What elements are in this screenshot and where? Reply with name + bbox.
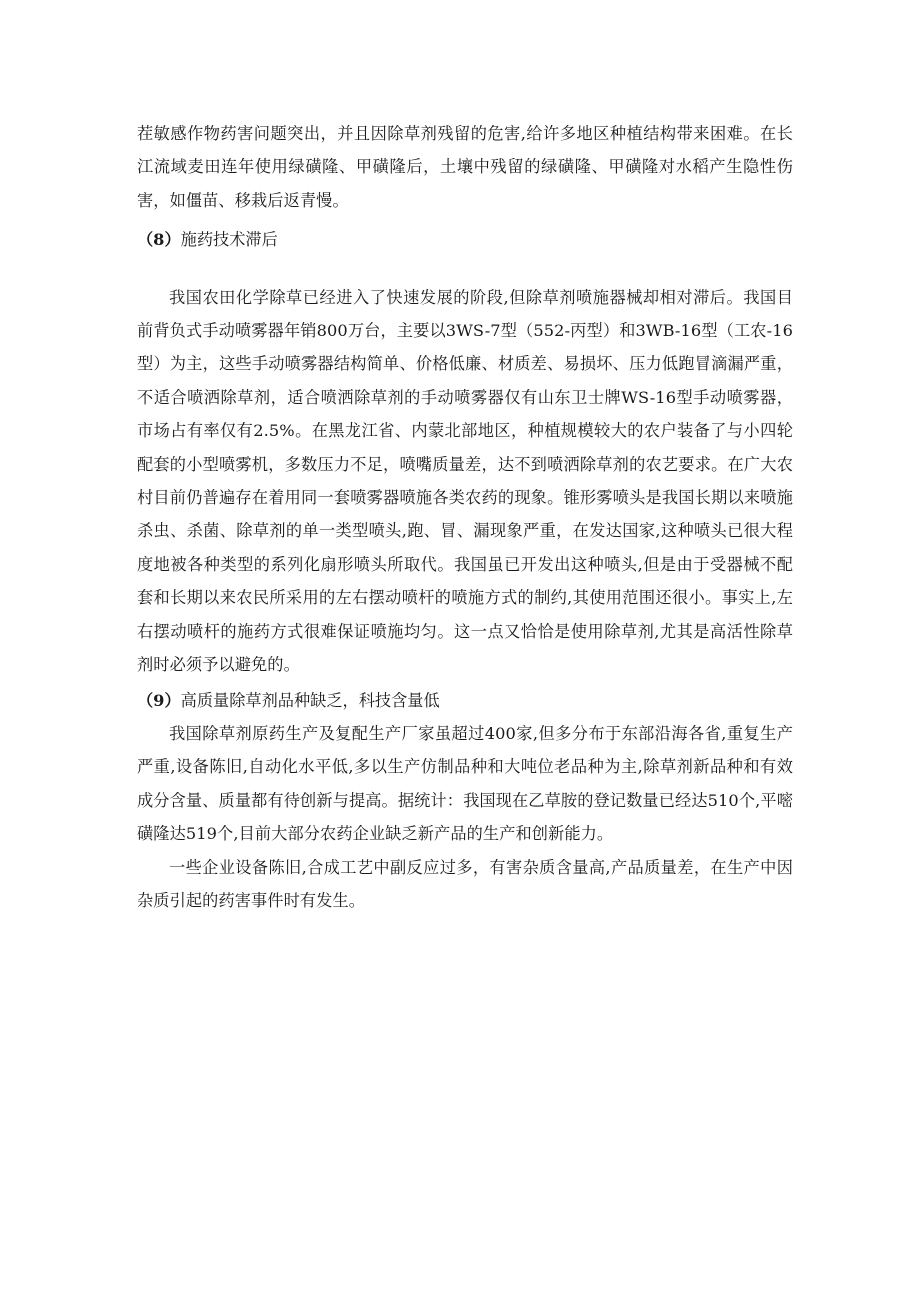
section-9-number: （9） [137,690,181,710]
section-8-title: 施药技术滞后 [180,230,278,250]
intro-paragraph: 茬敏感作物药害问题突出，并且因除草剂残留的危害,给许多地区种植结构带来困难。在长江流域麦田连年使用绿磺隆、甲磺隆后，土壤中残留的绿磺隆、甲磺隆对水稻产生隐性伤害，如僵苗、移栽后返青慢。 [137,124,793,210]
section-8-paragraph: 我国农田化学除草已经进入了快速发展的阶段,但除草剂喷施器械却相对滞后。我国目前背负式手动喷雾器年销800万台，主要以3WS-7型（552-丙型）和3WB-16型（工农-16型）为主，这些手动喷雾器结构简单、价格低廉、材质差、易损坏、压力低跑冒滴漏严重，不适合喷洒除草剂，适合喷洒除草剂的手动喷雾器仅有山东卫士牌WS-16型手动喷雾器，市场占有率仅有2.5%。在黑龙江省、内蒙北部地区，种植规模较大的农户装备了与小四轮配套的小型喷雾机，多数压力不足，喷嘴质量差，达不到喷洒除草剂的农艺要求。在广大农村目前仍普遍存在着用同一套喷雾器喷施各类农药的现象。锥形雾喷头是我国长期以来喷施杀虫、杀菌、除草剂的单一类型喷头,跑、冒、漏现象严重，在发达国家,这种喷头已很大程度地被各种类型的系列化扇形喷头所取代。我国虽已开发出这种喷头,但是由于受器械不配套和长期以来农民所采用的左右摆动喷杆的喷施方式的制约,其使用范围还很小。事实上,左右摆动喷杆的施药方式很难保证喷施均匀。这一点又恰恰是使用除草剂,尤其是高活性除草剂时必须予以避免的。 [137,287,793,675]
document-body [137,117,793,917]
section-9-heading [137,684,793,717]
section-9-title: 高质量除草剂品种缺乏，科技含量低 [180,690,440,710]
section-8-number: （8） [137,230,181,250]
section-9-paragraph-1: 我国除草剂原药生产及复配生产厂家虽超过400家,但多分布于东部沿海各省,重复生产严重,设备陈旧,自动化水平低,多以生产仿制品种和大吨位老品种为主,除草剂新品种和有效成分含量、质量都有待创新与提高。据统计：我国现在乙草胺的登记数量已经达510个,平嘧磺隆达519个,目前大部分农药企业缺乏新产品的生产和创新能力。 [137,723,793,844]
section-9-paragraph-2: 一些企业设备陈旧,合成工艺中副反应过多，有害杂质含量高,产品质量差，在生产中因杂质引起的药害事件时有发生。 [137,857,793,910]
section-8-heading [137,223,793,256]
